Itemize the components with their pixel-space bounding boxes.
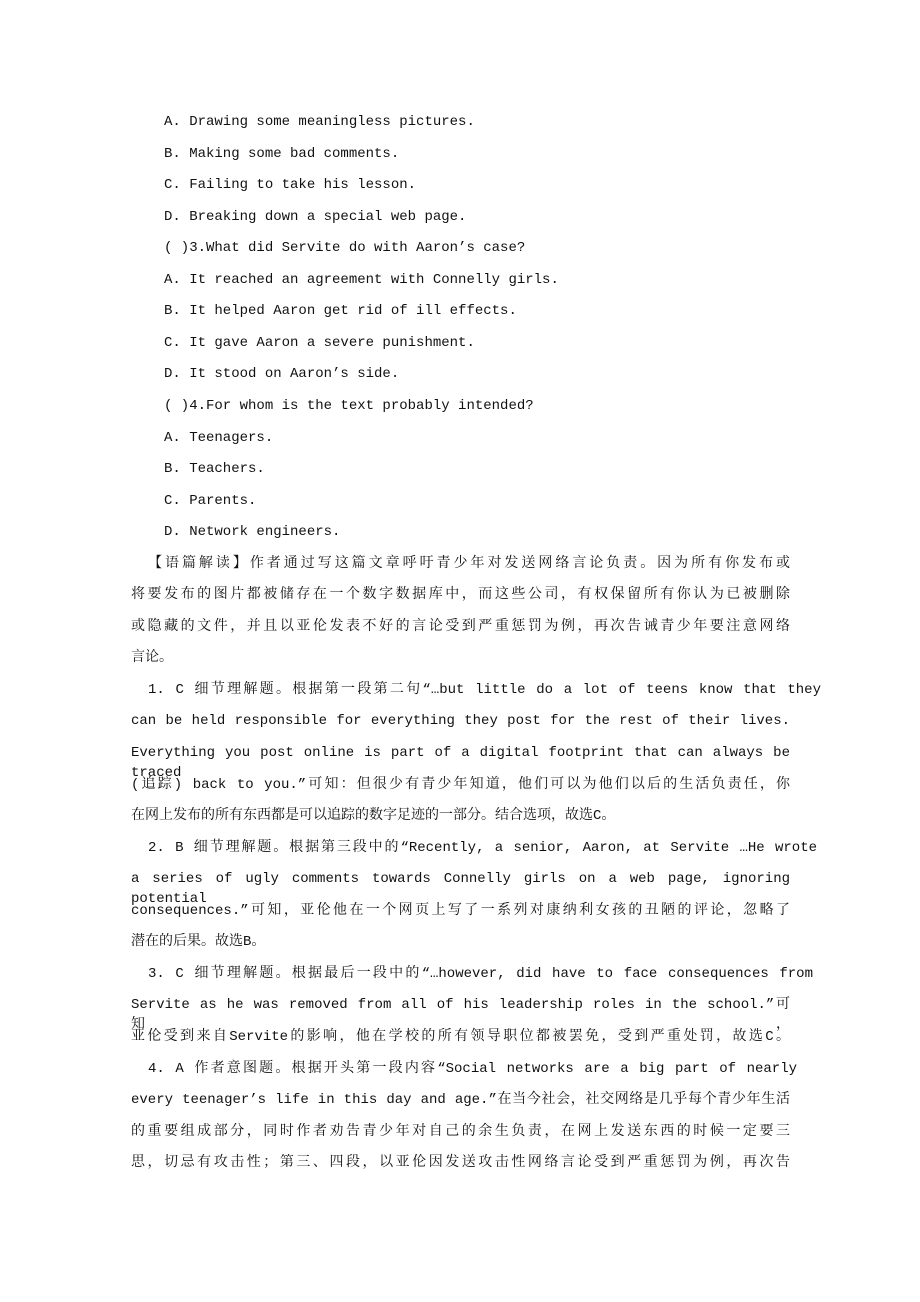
question-line: ( )3.What did Servite do with Aaron’s case? [164, 240, 526, 257]
question-line: B. Teachers. [164, 461, 265, 478]
explanation-line: 言论。 [131, 650, 173, 667]
question-line: A. Teenagers. [164, 429, 274, 446]
explanation-line: Servite as he was removed from all of his leadership roles in the school.”可知， [131, 997, 790, 1034]
explanation-line: 的重要组成部分，同时作者劝告青少年对自己的余生负责，在网上发送东西的时候一定要三 [131, 1123, 790, 1140]
explanation-line: 在网上发布的所有东西都是可以追踪的数字足迹的一部分。结合选项，故选C。 [131, 808, 616, 825]
explanation-line: a series of ugly comments towards Connelly girls on a web page, ignoring potential [131, 871, 790, 908]
explanation-line: 【语篇解读】作者通过写这篇文章呼吁青少年对发送网络言论负责。因为所有你发布或 [148, 555, 790, 572]
explanation-line: every teenager’s life in this day and age.”在当今社会，社交网络是几乎每个青少年生活 [131, 1092, 790, 1109]
explanation-line: 3. C 细节理解题。根据最后一段中的“…however, did have to face consequences from [148, 965, 813, 982]
question-line: A. Drawing some meaningless pictures. [164, 114, 475, 130]
question-line: D. Network engineers. [164, 524, 341, 541]
explanation-line: 将要发布的图片都被储存在一个数字数据库中，而这些公司，有权保留所有你认为已被删除 [131, 587, 790, 604]
question-line: ( )4.For whom is the text probably intended? [164, 397, 534, 414]
explanation-line: consequences.”可知，亚伦他在一个网页上写了一系列对康纳利女孩的丑陋的评论，忽略了 [131, 902, 790, 919]
explanation-line: 亚伦受到来自Servite的影响，他在学校的所有领导职位都被罢免，受到严重处罚，故选C。 [131, 1028, 790, 1045]
explanation-line: 4. A 作者意图题。根据开头第一段内容“Social networks are a big part of nearly [148, 1060, 797, 1077]
explanation-line: 1. C 细节理解题。根据第一段第二句“…but little do a lot of teens know that they [148, 681, 821, 698]
explanation-line: 思，切忌有攻击性；第三、四段，以亚伦因发送攻击性网络言论受到严重惩罚为例，再次告 [131, 1155, 790, 1172]
question-line: C. It gave Aaron a severe punishment. [164, 334, 475, 351]
explanation-line: 或隐藏的文件，并且以亚伦发表不好的言论受到严重惩罚为例，再次告诫青少年要注意网络 [131, 618, 790, 635]
explanation-line: (追踪) back to you.”可知：但很少有青少年知道，他们可以为他们以后的生活负责任，你 [131, 776, 790, 793]
question-line: D. It stood on Aaron’s side. [164, 366, 400, 383]
question-line: A. It reached an agreement with Connelly girls. [164, 271, 559, 288]
explanation-line: 2. B 细节理解题。根据第三段中的“Recently, a senior, Aaron, at Servite …He wrote [148, 839, 817, 856]
question-line: B. It helped Aaron get rid of ill effects. [164, 303, 517, 320]
question-line: D. Breaking down a special web page. [164, 208, 467, 225]
question-line: C. Failing to take his lesson. [164, 177, 417, 194]
explanation-line: Everything you post online is part of a digital footprint that can always be traced [131, 745, 790, 781]
question-line: C. Parents. [164, 492, 257, 509]
question-line: B. Making some bad comments. [164, 145, 400, 162]
explanation-line: can be held responsible for everything they post for the rest of their lives. [131, 713, 790, 730]
explanation-line: 潜在的后果。故选B。 [131, 934, 266, 951]
